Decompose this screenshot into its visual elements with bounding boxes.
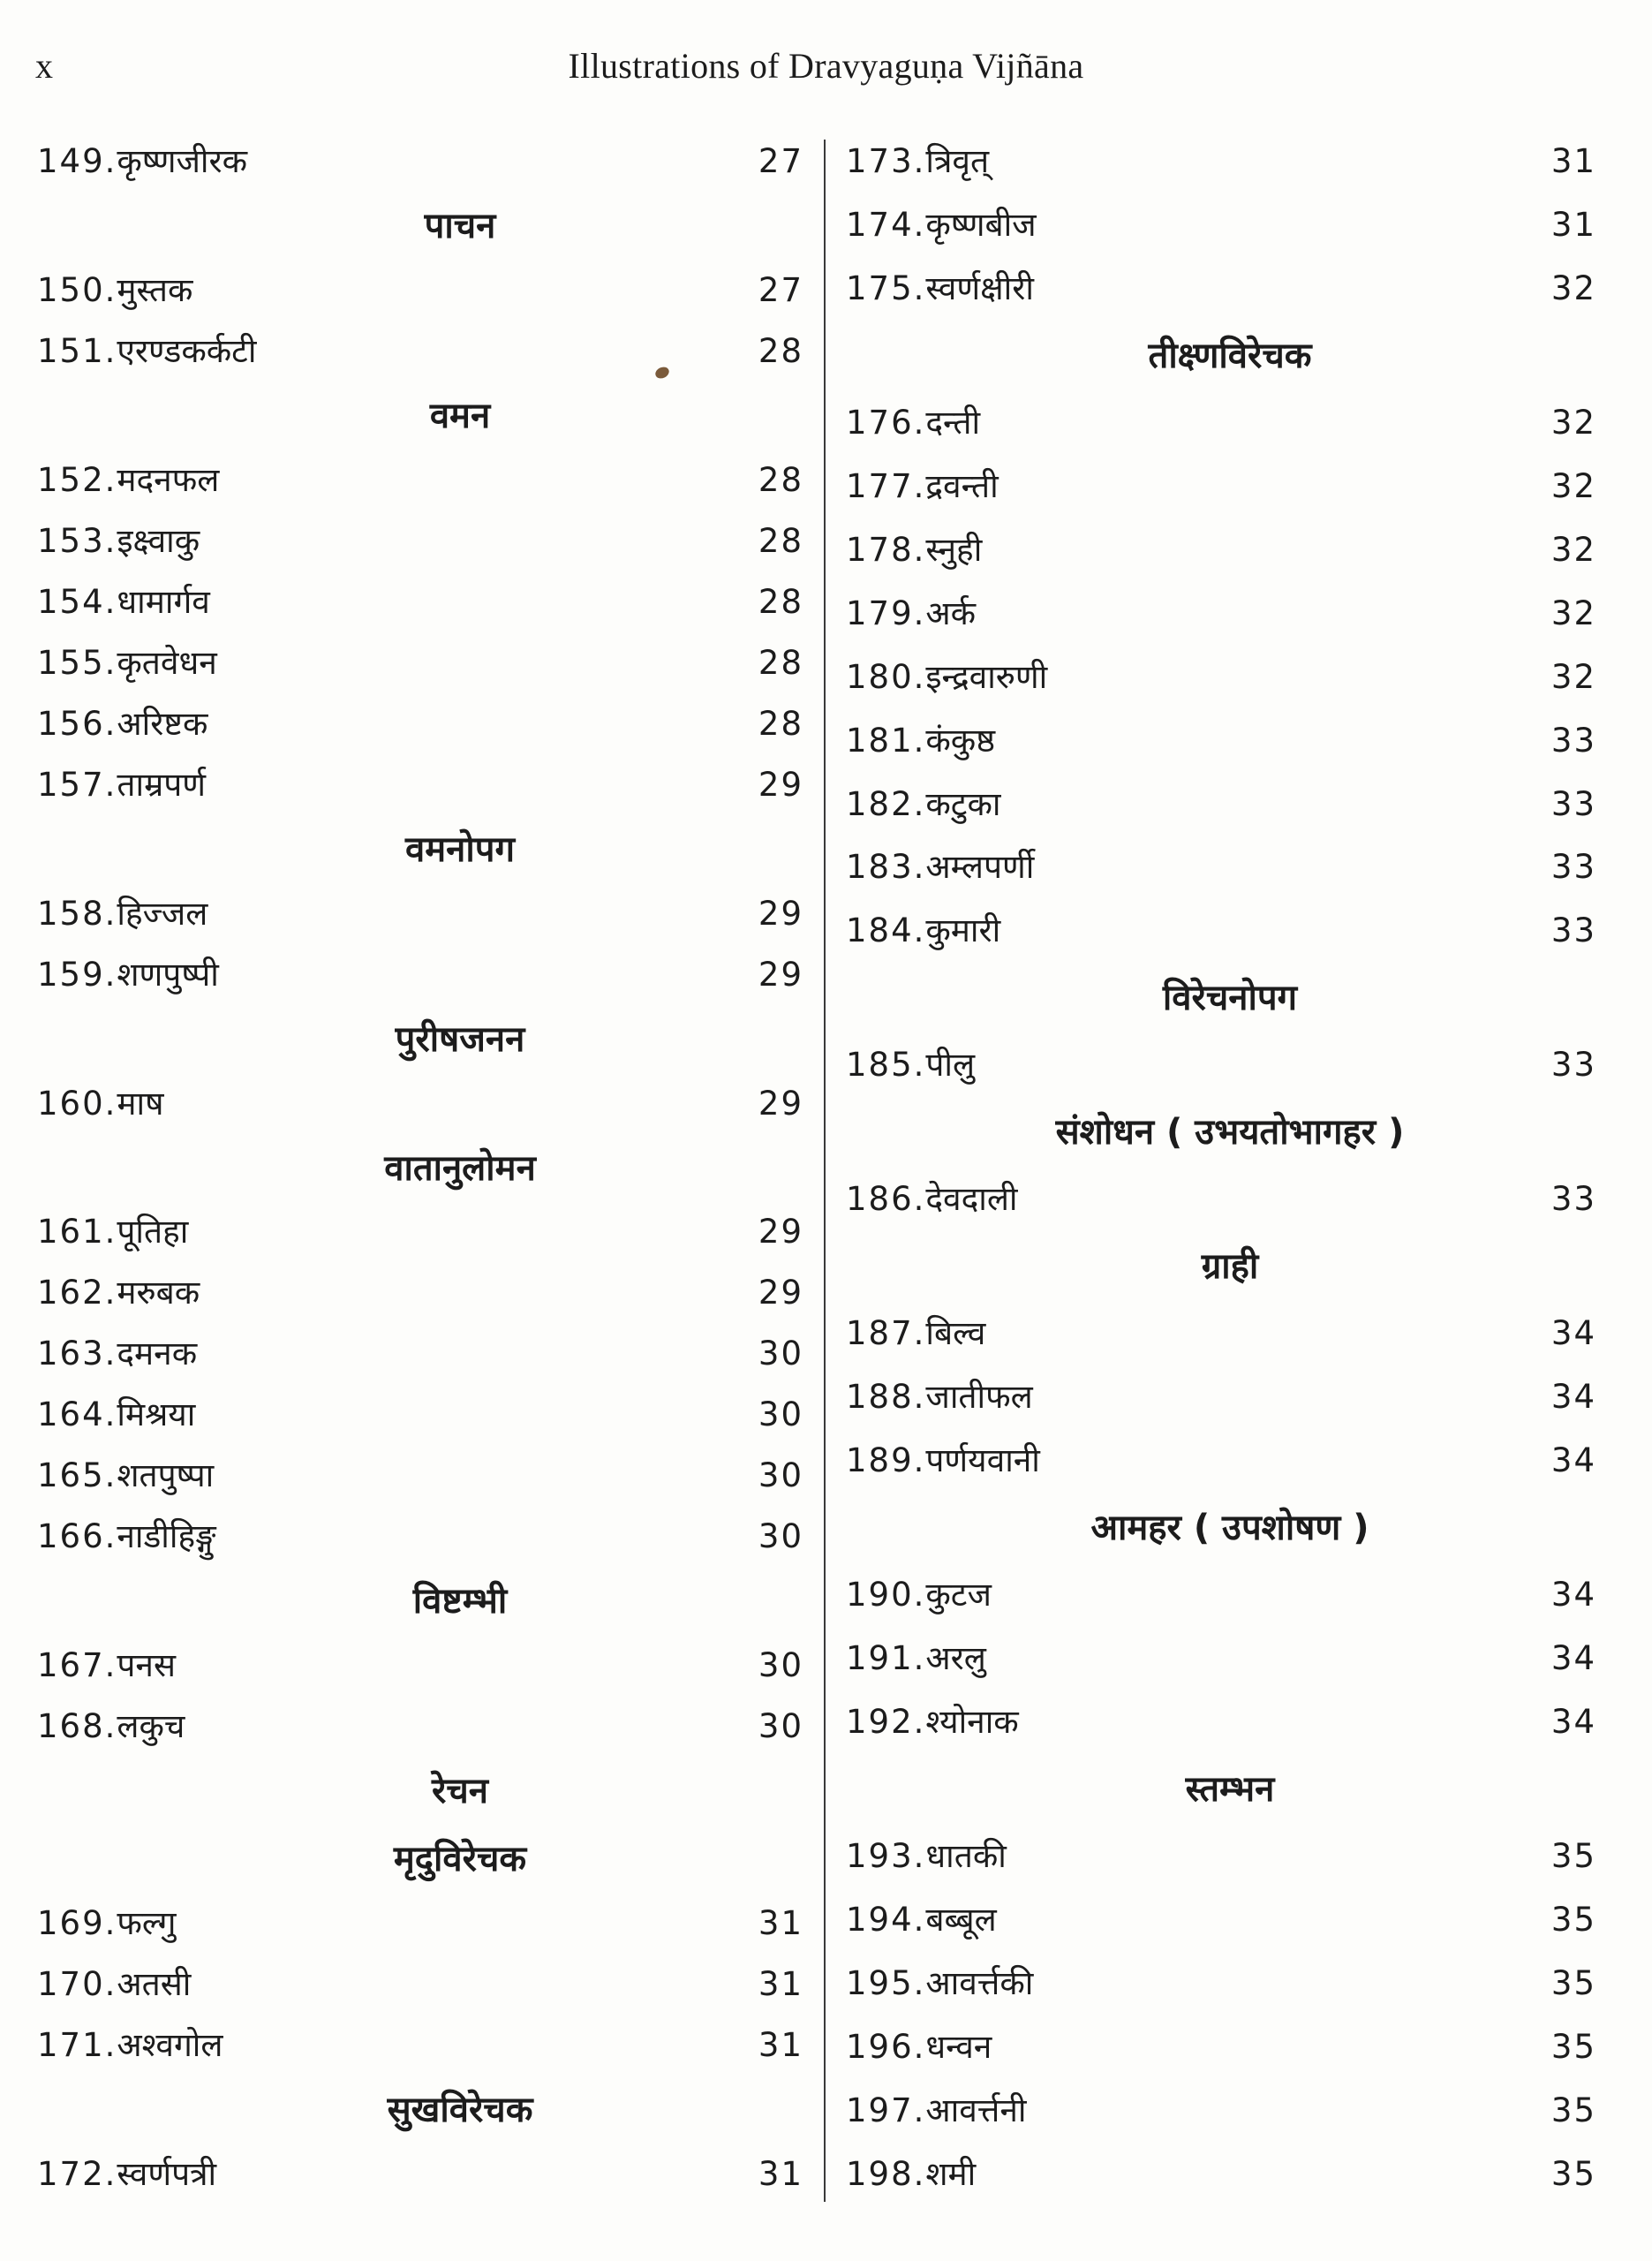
entry-number: 168.	[37, 1707, 117, 1746]
page-folio: x	[35, 46, 53, 86]
entry-name: दन्ती	[925, 403, 981, 442]
entry-number: 151.	[37, 331, 117, 370]
entry-page-number: 35	[1550, 1900, 1596, 1939]
entry-name: अश्वगोल	[117, 2026, 223, 2065]
entry-page-number: 30	[758, 1395, 803, 1434]
entry-name: शमी	[925, 2154, 977, 2193]
list-item	[37, 451, 803, 510]
entry-page-number: 32	[1550, 530, 1596, 569]
entry-name: पर्णयवानी	[925, 1441, 1040, 1480]
list-item	[846, 1170, 1596, 1229]
running-title: Illustrations of Dravyaguṇa Vijñāna	[568, 46, 1084, 86]
entry-name: जातीफल	[925, 1378, 1033, 1417]
entry-name: शतपुष्पा	[117, 1456, 215, 1495]
entry-page-number: 31	[1550, 205, 1596, 244]
entry-name: त्रिवृत्	[925, 142, 990, 180]
list-item	[37, 695, 803, 753]
entry-number: 184.	[846, 911, 926, 950]
entry-number: 176.	[846, 403, 926, 442]
list-item	[37, 1264, 803, 1322]
list-item	[846, 196, 1596, 254]
list-item	[846, 2145, 1596, 2204]
entry-name: ताम्रपर्ण	[117, 765, 206, 804]
entry-page-number: 30	[758, 1517, 803, 1556]
entry-name: स्वर्णक्षीरी	[925, 268, 1034, 307]
entry-name: बिल्व	[925, 1314, 986, 1353]
entry-number: 174.	[846, 205, 926, 244]
entry-name: स्वर्णपत्री	[117, 2155, 217, 2193]
entry-name: धातकी	[925, 1836, 1007, 1875]
entry-page-number: 28	[758, 521, 803, 560]
list-item	[846, 2082, 1596, 2140]
section-heading: वमन	[429, 395, 491, 436]
entry-page-number: 30	[758, 1335, 803, 1373]
entry-number: 178.	[846, 530, 926, 569]
entry-number: 190.	[846, 1575, 926, 1614]
entry-number: 187.	[846, 1314, 926, 1353]
list-item	[846, 1693, 1596, 1751]
entry-name: अम्लपर्णी	[925, 848, 1035, 887]
entry-page-number: 32	[1550, 403, 1596, 442]
list-item	[846, 775, 1596, 834]
list-item	[37, 946, 803, 1004]
entry-number: 157.	[37, 765, 117, 804]
entry-number: 179.	[846, 594, 926, 632]
entry-page-number: 33	[1550, 721, 1596, 760]
entry-number: 186.	[846, 1180, 926, 1219]
entry-page-number: 28	[758, 460, 803, 499]
list-item	[846, 394, 1596, 452]
column-divider	[824, 140, 826, 2202]
list-item	[37, 261, 803, 320]
entry-page-number: 33	[1550, 911, 1596, 950]
list-item	[846, 1955, 1596, 2013]
entry-name: माष	[117, 1084, 164, 1123]
entry-page-number: 32	[1550, 594, 1596, 632]
section-heading: संशोधन ( उभयतोभागहर )	[1055, 1112, 1405, 1153]
entry-number: 173.	[846, 142, 926, 180]
entry-number: 162.	[37, 1274, 117, 1312]
entry-number: 197.	[846, 2091, 926, 2129]
entry-number: 181.	[846, 721, 926, 760]
entry-name: फल्गु	[117, 1904, 177, 1943]
entry-name: श्योनाक	[925, 1702, 1019, 1741]
list-item	[846, 457, 1596, 516]
entry-number: 175.	[846, 268, 926, 307]
entry-page-number: 35	[1550, 1836, 1596, 1875]
entry-number: 191.	[846, 1638, 926, 1677]
entry-name: इन्द्रवारुणी	[925, 657, 1048, 696]
entry-page-number: 31	[758, 1904, 803, 1943]
entry-page-number: 27	[758, 142, 803, 180]
entry-page-number: 33	[1550, 848, 1596, 887]
entry-name: कंकुष्ठ	[925, 721, 996, 760]
list-item	[846, 1891, 1596, 1949]
section-heading: विरेचनोपग	[1162, 978, 1298, 1019]
entry-name: पीलु	[925, 1046, 976, 1085]
left-column	[37, 132, 803, 2204]
list-item	[37, 1075, 803, 1133]
list-item	[37, 1637, 803, 1695]
entry-number: 194.	[846, 1900, 926, 1939]
entry-number: 192.	[846, 1702, 926, 1741]
entry-name: धामार्गव	[117, 582, 210, 621]
entry-page-number: 29	[758, 1213, 803, 1251]
entry-page-number: 33	[1550, 1046, 1596, 1085]
entry-name: कृष्णजीरक	[117, 142, 248, 180]
list-item	[37, 1386, 803, 1444]
entry-name: हिज्जल	[117, 894, 208, 933]
entry-name: देवदाली	[925, 1180, 1018, 1219]
entry-name: अरिष्टक	[117, 704, 208, 743]
entry-number: 150.	[37, 270, 117, 309]
list-item	[846, 712, 1596, 770]
entry-page-number: 30	[758, 1456, 803, 1495]
section-heading: वातानुलोमन	[384, 1147, 536, 1189]
list-item	[846, 1036, 1596, 1094]
entry-page-number: 35	[1550, 2091, 1596, 2129]
entry-name: मरुबक	[117, 1274, 200, 1312]
list-item	[846, 1304, 1596, 1363]
entry-name: धन्वन	[925, 2027, 992, 2066]
entry-page-number: 34	[1550, 1638, 1596, 1677]
entry-name: आवर्त्तकी	[925, 1963, 1034, 2002]
entry-number: 185.	[846, 1046, 926, 1085]
entry-number: 161.	[37, 1213, 117, 1251]
section-heading: वमनोपग	[405, 828, 515, 870]
entry-page-number: 34	[1550, 1575, 1596, 1614]
entry-name: अर्क	[925, 594, 977, 632]
entry-page-number: 27	[758, 270, 803, 309]
list-item	[37, 2016, 803, 2075]
list-item	[846, 1566, 1596, 1624]
entry-number: 193.	[846, 1836, 926, 1875]
entry-number: 169.	[37, 1904, 117, 1943]
entry-name: अरलु	[925, 1638, 986, 1677]
list-item	[846, 1432, 1596, 1490]
entry-number: 158.	[37, 894, 117, 933]
entry-name: लकुच	[117, 1707, 185, 1746]
entry-number: 160.	[37, 1084, 117, 1123]
entry-page-number: 34	[1550, 1378, 1596, 1417]
entry-name: आवर्त्तनी	[925, 2091, 1027, 2129]
entry-name: नाडीहिङ्गु	[117, 1517, 216, 1556]
list-item	[846, 521, 1596, 579]
entry-name: कटुका	[925, 784, 1001, 823]
list-item	[846, 648, 1596, 707]
entry-number: 177.	[846, 466, 926, 505]
section-heading: रेचन	[432, 1771, 488, 1812]
entry-page-number: 31	[758, 2155, 803, 2193]
list-item	[37, 634, 803, 692]
list-item	[37, 132, 803, 191]
list-item	[37, 1698, 803, 1756]
section-heading: सुखविरेचक	[387, 2090, 533, 2131]
entry-name: पूतिहा	[117, 1213, 189, 1251]
entry-number: 154.	[37, 582, 117, 621]
list-item	[37, 573, 803, 631]
entry-name: कुमारी	[925, 911, 1001, 950]
entry-page-number: 32	[1550, 657, 1596, 696]
entry-number: 166.	[37, 1517, 117, 1556]
entry-page-number: 33	[1550, 784, 1596, 823]
entry-page-number: 32	[1550, 268, 1596, 307]
entry-page-number: 31	[758, 1965, 803, 2004]
list-item	[846, 1630, 1596, 1688]
section-heading: मृदुविरेचक	[393, 1839, 527, 1880]
entry-number: 182.	[846, 784, 926, 823]
entry-page-number: 34	[1550, 1314, 1596, 1353]
entry-number: 172.	[37, 2155, 117, 2193]
list-item	[846, 260, 1596, 318]
entry-page-number: 32	[1550, 466, 1596, 505]
entry-number: 196.	[846, 2027, 926, 2066]
list-item	[846, 902, 1596, 960]
list-item	[846, 1827, 1596, 1886]
entry-name: कुटज	[925, 1575, 992, 1614]
section-heading: पाचन	[424, 205, 496, 246]
entry-page-number: 34	[1550, 1441, 1596, 1480]
list-item	[37, 1325, 803, 1383]
section-heading: स्तम्भन	[1185, 1768, 1275, 1810]
entry-page-number: 29	[758, 1084, 803, 1123]
entry-number: 198.	[846, 2154, 926, 2193]
list-item	[846, 2018, 1596, 2076]
entry-page-number: 29	[758, 955, 803, 994]
list-item	[37, 1447, 803, 1505]
entry-number: 164.	[37, 1395, 117, 1434]
entry-name: मदनफल	[117, 460, 220, 499]
entry-page-number: 31	[758, 2026, 803, 2065]
entry-name: एरण्डकर्कटी	[117, 331, 257, 370]
list-item	[37, 885, 803, 943]
list-item	[37, 756, 803, 814]
entry-page-number: 35	[1550, 2154, 1596, 2193]
entry-page-number: 28	[758, 643, 803, 682]
entry-number: 171.	[37, 2026, 117, 2065]
entry-number: 159.	[37, 955, 117, 994]
section-heading: पुरीषजनन	[395, 1018, 525, 1060]
section-heading: विष्टम्भी	[412, 1581, 508, 1622]
entry-number: 188.	[846, 1378, 926, 1417]
entry-number: 156.	[37, 704, 117, 743]
entry-name: इक्ष्वाकु	[117, 521, 200, 560]
entry-name: बब्बूल	[925, 1900, 997, 1939]
entry-name: शणपुष्पी	[117, 955, 219, 994]
entry-number: 183.	[846, 848, 926, 887]
list-item	[37, 1508, 803, 1566]
entry-name: द्रवन्ती	[925, 466, 999, 505]
entry-number: 189.	[846, 1441, 926, 1480]
entry-page-number: 35	[1550, 2027, 1596, 2066]
entry-page-number: 29	[758, 1274, 803, 1312]
entry-name: कृतवेधन	[117, 643, 217, 682]
entry-name: स्नुही	[925, 530, 983, 569]
entry-name: पनस	[117, 1646, 176, 1685]
entry-name: कृष्णबीज	[925, 205, 1037, 244]
entry-number: 170.	[37, 1965, 117, 2004]
entry-page-number: 35	[1550, 1963, 1596, 2002]
entry-page-number: 34	[1550, 1702, 1596, 1741]
entry-page-number: 29	[758, 894, 803, 933]
list-item	[37, 1955, 803, 2014]
entry-number: 195.	[846, 1963, 926, 2002]
section-heading: तीक्ष्णविरेचक	[1148, 335, 1312, 376]
entry-page-number: 29	[758, 765, 803, 804]
entry-name: अतसी	[117, 1965, 192, 2004]
list-item	[37, 512, 803, 571]
entry-number: 152.	[37, 460, 117, 499]
list-item	[846, 132, 1596, 191]
entry-number: 165.	[37, 1456, 117, 1495]
entry-name: मुस्तक	[117, 270, 193, 309]
page-header	[0, 35, 1652, 97]
list-item	[37, 322, 803, 381]
entry-page-number: 28	[758, 704, 803, 743]
list-item	[37, 1203, 803, 1261]
entry-page-number: 28	[758, 582, 803, 621]
list-item	[37, 1894, 803, 1953]
list-item	[846, 585, 1596, 643]
entry-name: दमनक	[117, 1335, 198, 1373]
entry-number: 163.	[37, 1335, 117, 1373]
list-item	[37, 2145, 803, 2204]
entry-page-number: 28	[758, 331, 803, 370]
entry-number: 149.	[37, 142, 117, 180]
list-item	[846, 1368, 1596, 1426]
entry-number: 155.	[37, 643, 117, 682]
entry-name: मिश्रया	[117, 1395, 196, 1434]
entry-page-number: 30	[758, 1646, 803, 1685]
section-heading: ग्राही	[1201, 1246, 1259, 1288]
entry-page-number: 33	[1550, 1180, 1596, 1219]
entry-page-number: 30	[758, 1707, 803, 1746]
entry-number: 167.	[37, 1646, 117, 1685]
list-item	[846, 838, 1596, 896]
section-heading: आमहर ( उपशोषण )	[1090, 1508, 1369, 1549]
right-column	[846, 132, 1596, 2204]
entry-number: 180.	[846, 657, 926, 696]
entry-number: 153.	[37, 521, 117, 560]
entry-page-number: 31	[1550, 142, 1596, 180]
